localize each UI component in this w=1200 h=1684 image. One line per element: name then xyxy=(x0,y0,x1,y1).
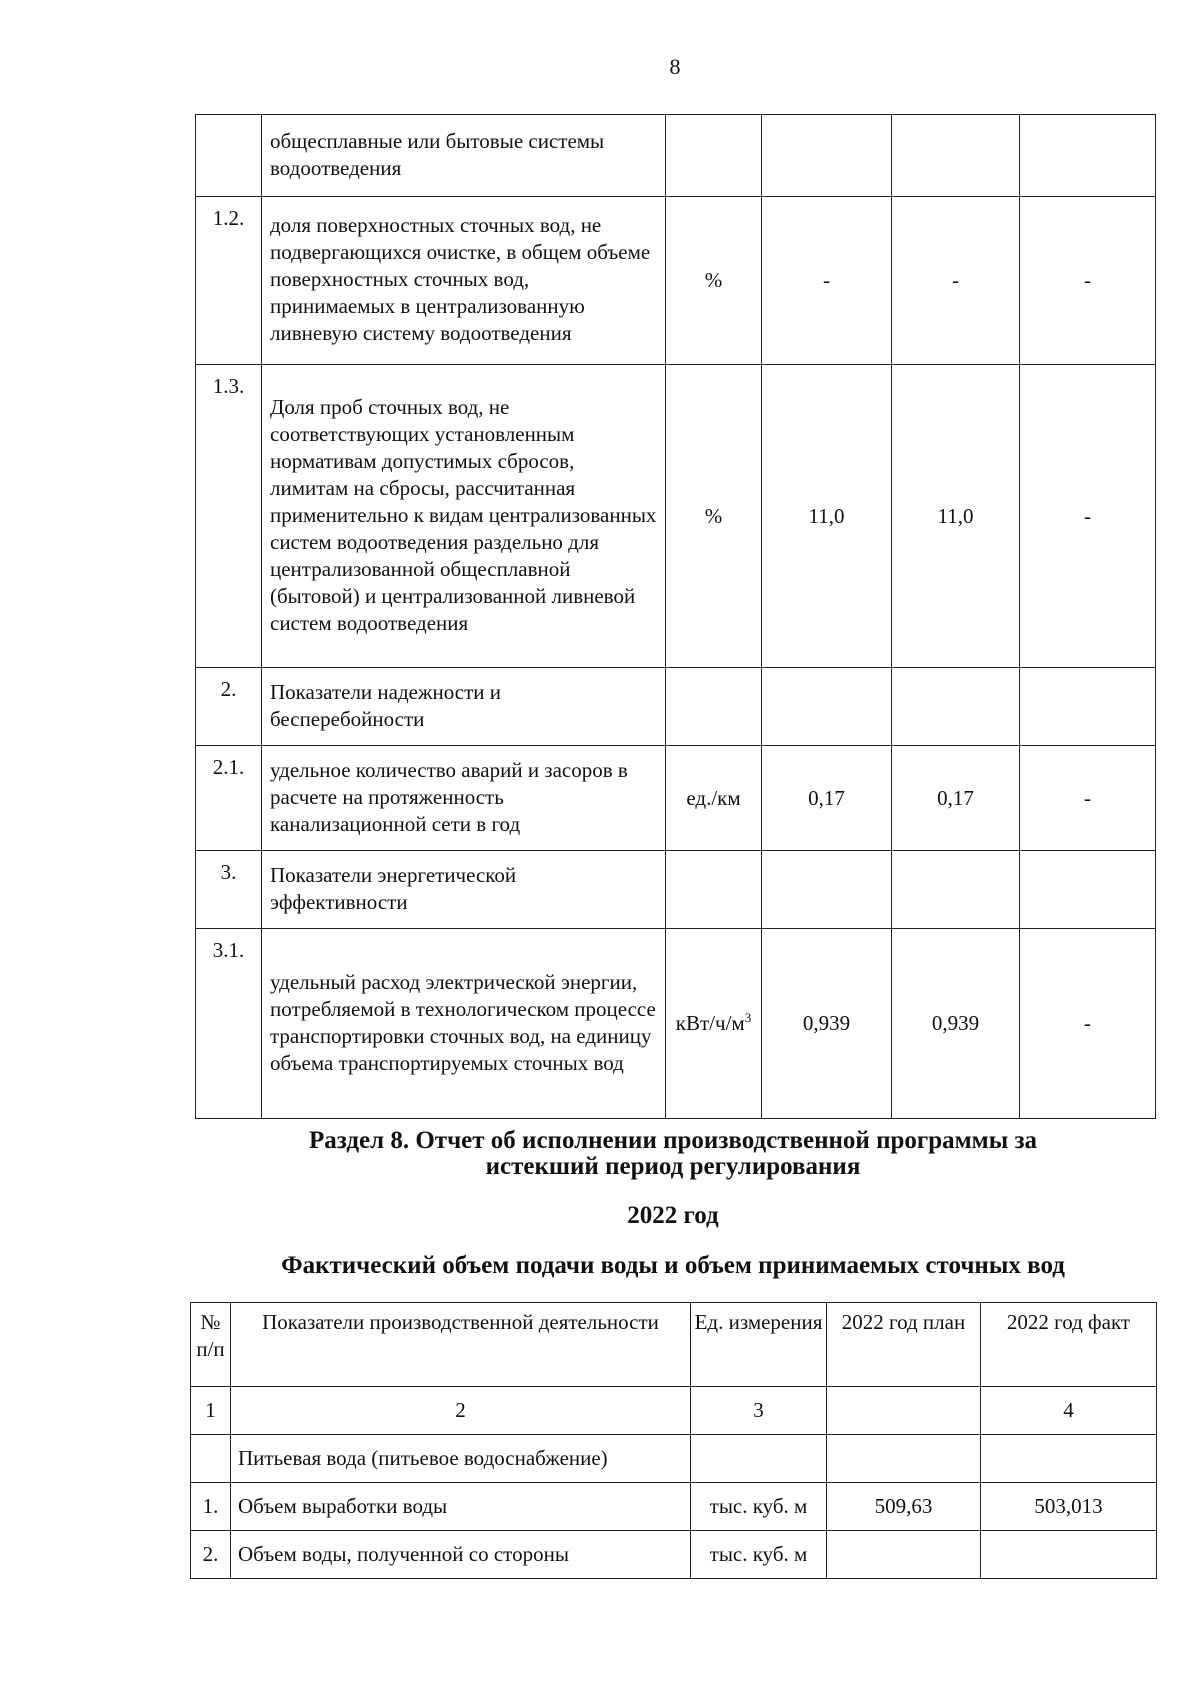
unit-cell xyxy=(666,851,762,929)
row-number: 2. xyxy=(191,1531,231,1579)
table-row xyxy=(196,365,1156,668)
indicator-name: общесплавные или бытовые системы водоотведения xyxy=(262,115,666,197)
value-cell xyxy=(892,668,1020,746)
header-num: № п/п xyxy=(191,1303,231,1387)
index-cell: 1 xyxy=(191,1387,231,1435)
value-cell: - xyxy=(1020,746,1156,851)
row-number xyxy=(191,1435,231,1483)
value-cell xyxy=(1020,668,1156,746)
value-cell xyxy=(762,115,892,197)
indicator-name: удельный расход электрической энергии, потребляемой в технологическом процессе транспортировки сточных вод, на единицу объема транспортируемых сточных вод xyxy=(262,929,666,1119)
header-plan: 2022 год план xyxy=(827,1303,981,1387)
plan-cell xyxy=(827,1435,981,1483)
value-cell xyxy=(1020,115,1156,197)
unit-text: кВт/ч/м xyxy=(675,1011,745,1035)
value-cell: - xyxy=(892,197,1020,365)
table-row xyxy=(196,929,1156,1119)
row-number: 3.1. xyxy=(196,929,262,1119)
table-row xyxy=(196,851,1156,929)
table-row xyxy=(196,746,1156,851)
production-table xyxy=(190,1302,1157,1579)
row-number: 2. xyxy=(196,668,262,746)
fact-cell xyxy=(981,1435,1157,1483)
unit-cell xyxy=(666,668,762,746)
value-cell: 11,0 xyxy=(762,365,892,668)
unit-cell: тыс. куб. м xyxy=(691,1483,827,1531)
plan-cell xyxy=(827,1531,981,1579)
section-title-line1: Раздел 8. Отчет об исполнении производственной программы за xyxy=(308,1127,1038,1154)
indicator-name: Показатели надежности и бесперебойности xyxy=(262,668,666,746)
unit-cell: ед./км xyxy=(666,746,762,851)
fact-cell xyxy=(981,1531,1157,1579)
indicator-name: доля поверхностных сточных вод, не подвергающихся очистке, в общем объеме поверхностных сточных вод, принимаемых в централизованную ливневую систему водоотведения xyxy=(262,197,666,365)
unit-cell: % xyxy=(666,197,762,365)
table-row xyxy=(191,1531,1157,1579)
row-number: 3. xyxy=(196,851,262,929)
index-cell: 3 xyxy=(691,1387,827,1435)
row-number: 1.2. xyxy=(196,197,262,365)
unit-cell xyxy=(666,115,762,197)
indicator-name: Объем воды, полученной со стороны xyxy=(231,1531,691,1579)
value-cell xyxy=(762,668,892,746)
row-number: 2.1. xyxy=(196,746,262,851)
indicator-name: Объем выработки воды xyxy=(231,1483,691,1531)
indicator-name: удельное количество аварий и засоров в расчете на протяженность канализационной сети в год xyxy=(262,746,666,851)
value-cell: 0,939 xyxy=(762,929,892,1119)
indicator-name: Показатели энергетической эффективности xyxy=(262,851,666,929)
header-name: Показатели производственной деятельности xyxy=(231,1303,691,1387)
value-cell: - xyxy=(1020,365,1156,668)
value-cell: - xyxy=(762,197,892,365)
section-year: 2022 год xyxy=(627,1202,719,1229)
value-cell xyxy=(892,115,1020,197)
table-row xyxy=(196,197,1156,365)
value-cell: - xyxy=(1020,197,1156,365)
page-number: 8 xyxy=(669,54,681,79)
value-cell: 11,0 xyxy=(892,365,1020,668)
indicator-name: Питьевая вода (питьевое водоснабжение) xyxy=(231,1435,691,1483)
row-number: 1. xyxy=(191,1483,231,1531)
value-cell: - xyxy=(1020,929,1156,1119)
indicators-table xyxy=(195,114,1156,1119)
table-row xyxy=(196,115,1156,197)
table-row xyxy=(191,1435,1157,1483)
value-cell: 0,939 xyxy=(892,929,1020,1119)
header-unit: Ед. измерения xyxy=(691,1303,827,1387)
table-row xyxy=(191,1483,1157,1531)
value-cell xyxy=(892,851,1020,929)
indicator-name: Доля проб сточных вод, не соответствующих установленным нормативам допустимых сбросов, лимитам на сбросы, рассчитанная применительно к видам централизованных систем водоотведения раздельно для централизованной общесплавной (бытовой) и централизованной ливневой систем водоотведения xyxy=(262,365,666,668)
unit-cell: тыс. куб. м xyxy=(691,1531,827,1579)
index-cell: 2 xyxy=(231,1387,691,1435)
row-number: 1.3. xyxy=(196,365,262,668)
table-row xyxy=(196,668,1156,746)
fact-cell: 503,013 xyxy=(981,1483,1157,1531)
index-cell: 4 xyxy=(981,1387,1157,1435)
plan-cell: 509,63 xyxy=(827,1483,981,1531)
value-cell: 0,17 xyxy=(762,746,892,851)
value-cell xyxy=(1020,851,1156,929)
unit-superscript: 3 xyxy=(744,1010,752,1025)
unit-cell xyxy=(666,929,762,1119)
value-cell: 0,17 xyxy=(892,746,1020,851)
table-header-row xyxy=(191,1303,1157,1387)
section-title xyxy=(190,1128,1156,1180)
table-index-row xyxy=(191,1387,1157,1435)
unit-cell: % xyxy=(666,365,762,668)
index-cell xyxy=(827,1387,981,1435)
header-fact: 2022 год факт xyxy=(981,1303,1157,1387)
value-cell xyxy=(762,851,892,929)
row-number xyxy=(196,115,262,197)
section-subtitle: Фактический объем подачи воды и объем принимаемых сточных вод xyxy=(281,1252,1065,1279)
unit-cell xyxy=(691,1435,827,1483)
section-title-line2: истекший период регулирования xyxy=(485,1153,861,1180)
